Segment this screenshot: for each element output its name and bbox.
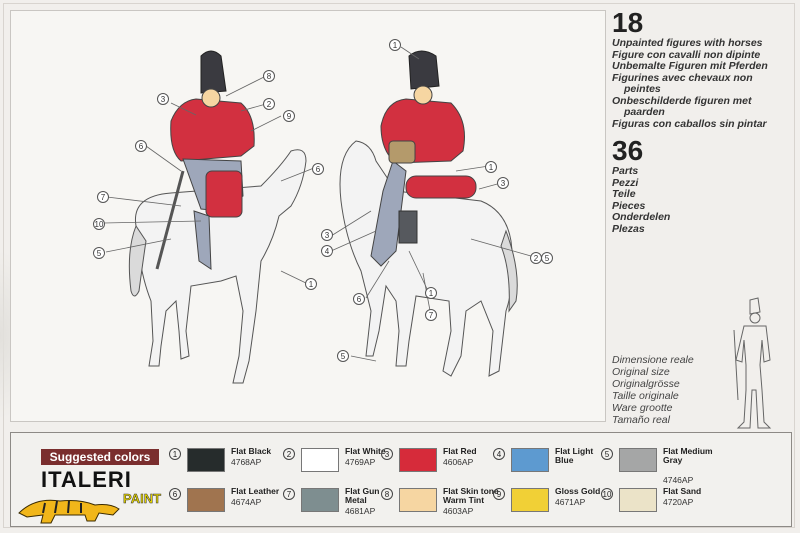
color-name: Flat Gun Metal bbox=[345, 486, 380, 505]
color-name: Flat Medium Gray bbox=[663, 446, 713, 465]
size-line: Original size bbox=[612, 366, 670, 378]
color-code: 4746AP bbox=[663, 475, 694, 485]
color-name: Gloss Gold bbox=[555, 486, 601, 496]
cavalry-drawing bbox=[11, 11, 605, 421]
color-number: 9 bbox=[493, 488, 505, 500]
callout-8: 8 bbox=[263, 70, 275, 82]
callout-r2: 2 bbox=[530, 252, 542, 264]
color-number: 5 bbox=[601, 448, 613, 460]
color-number: 2 bbox=[283, 448, 295, 460]
callout-5: 5 bbox=[93, 247, 105, 259]
color-name: Flat Black bbox=[231, 446, 272, 456]
tiger-logo-icon bbox=[15, 489, 125, 525]
parts-line: Pezzi bbox=[612, 176, 639, 189]
color-number: 1 bbox=[169, 448, 181, 460]
figures-line: Onbeschilderde figuren met bbox=[612, 94, 752, 107]
color-code: 4720AP bbox=[663, 497, 694, 507]
figures-line: Unpainted figures with horses bbox=[612, 37, 763, 49]
parts-line: Parts bbox=[612, 165, 639, 177]
figures-line: peintes bbox=[624, 83, 661, 95]
color-number: 7 bbox=[283, 488, 295, 500]
size-description bbox=[612, 354, 694, 426]
parts-count: 36 bbox=[612, 135, 644, 166]
callout-r1c: 1 bbox=[425, 287, 437, 299]
color-number: 10 bbox=[602, 490, 612, 499]
callout-10: 10 bbox=[94, 220, 104, 229]
color-swatch bbox=[187, 488, 225, 512]
figures-line: Figuras con caballos sin pintar bbox=[612, 117, 767, 130]
callout-6: 6 bbox=[135, 140, 147, 152]
callout-1: 1 bbox=[305, 278, 317, 290]
color-name: Flat White bbox=[345, 446, 386, 456]
size-line: Ware grootte bbox=[612, 402, 673, 414]
callout-r7: 7 bbox=[425, 309, 437, 321]
size-line: Taille originale bbox=[612, 390, 679, 402]
color-swatch bbox=[187, 448, 225, 472]
color-swatch bbox=[301, 488, 339, 512]
brand-sub: PAINT bbox=[123, 491, 162, 506]
color-code: 4606AP bbox=[443, 457, 474, 467]
callout-6b: 6 bbox=[312, 163, 324, 175]
color-swatch bbox=[399, 488, 437, 512]
color-name: Flat Skin tone Warm Tint bbox=[443, 486, 499, 505]
callout-r5: 5 bbox=[541, 252, 553, 264]
color-number: 3 bbox=[381, 448, 393, 460]
callout-2: 2 bbox=[263, 98, 275, 110]
color-name: Flat Light Blue bbox=[555, 446, 594, 465]
figures-count: 18 bbox=[612, 7, 644, 38]
parts-line: Plezas bbox=[612, 222, 645, 235]
color-code: 4674AP bbox=[231, 497, 262, 507]
suggested-colors-panel bbox=[10, 432, 792, 527]
figures-description bbox=[612, 38, 792, 130]
parts-line: Pieces bbox=[612, 199, 646, 212]
color-swatch bbox=[619, 448, 657, 472]
callout-r4: 4 bbox=[321, 245, 333, 257]
color-name: Flat Leather bbox=[231, 486, 280, 496]
figures-line: Figure con cavalli non dipinte bbox=[612, 48, 761, 61]
size-line: Dimensione reale bbox=[612, 354, 694, 366]
color-item bbox=[601, 485, 741, 521]
soldier-outline-icon bbox=[724, 290, 788, 436]
color-name: Flat Sand bbox=[663, 486, 702, 496]
color-swatch bbox=[511, 448, 549, 472]
color-code: 4768AP bbox=[231, 457, 262, 467]
callout-3: 3 bbox=[157, 93, 169, 105]
color-number: 4 bbox=[493, 448, 505, 460]
figures-line: Figurines avec chevaux non bbox=[612, 71, 753, 84]
color-code: 4769AP bbox=[345, 457, 376, 467]
callout-r1b: 1 bbox=[485, 161, 497, 173]
color-code: 4603AP bbox=[443, 506, 474, 516]
callout-9: 9 bbox=[283, 110, 295, 122]
color-number: 6 bbox=[169, 488, 181, 500]
color-name: Flat Red bbox=[443, 446, 477, 456]
color-swatch bbox=[511, 488, 549, 512]
color-swatch bbox=[619, 488, 657, 512]
parts-line: Onderdelen bbox=[612, 211, 671, 223]
callout-7: 7 bbox=[97, 191, 109, 203]
brand-logo: ITALERI bbox=[41, 467, 132, 492]
callout-r1: 1 bbox=[389, 39, 401, 51]
size-line: Tamaño real bbox=[612, 414, 670, 426]
figures-line: Unbemalte Figuren mit Pferden bbox=[612, 60, 768, 72]
callout-r3: 3 bbox=[497, 177, 509, 189]
figure-illustration bbox=[10, 10, 606, 422]
parts-description bbox=[612, 166, 792, 235]
color-code: 4681AP bbox=[345, 506, 376, 516]
color-swatch bbox=[301, 448, 339, 472]
callout-r5b: 5 bbox=[337, 350, 349, 362]
color-swatch bbox=[399, 448, 437, 472]
size-line: Originalgrösse bbox=[612, 378, 680, 390]
color-code: 4671AP bbox=[555, 497, 586, 507]
color-number: 8 bbox=[381, 488, 393, 500]
info-column bbox=[612, 7, 792, 426]
figures-line: paarden bbox=[624, 106, 665, 118]
color-item bbox=[601, 445, 741, 485]
parts-line: Teile bbox=[612, 188, 636, 200]
callout-r6: 6 bbox=[353, 293, 365, 305]
suggested-colors-label: Suggested colors bbox=[41, 449, 159, 465]
callout-r3b: 3 bbox=[321, 229, 333, 241]
